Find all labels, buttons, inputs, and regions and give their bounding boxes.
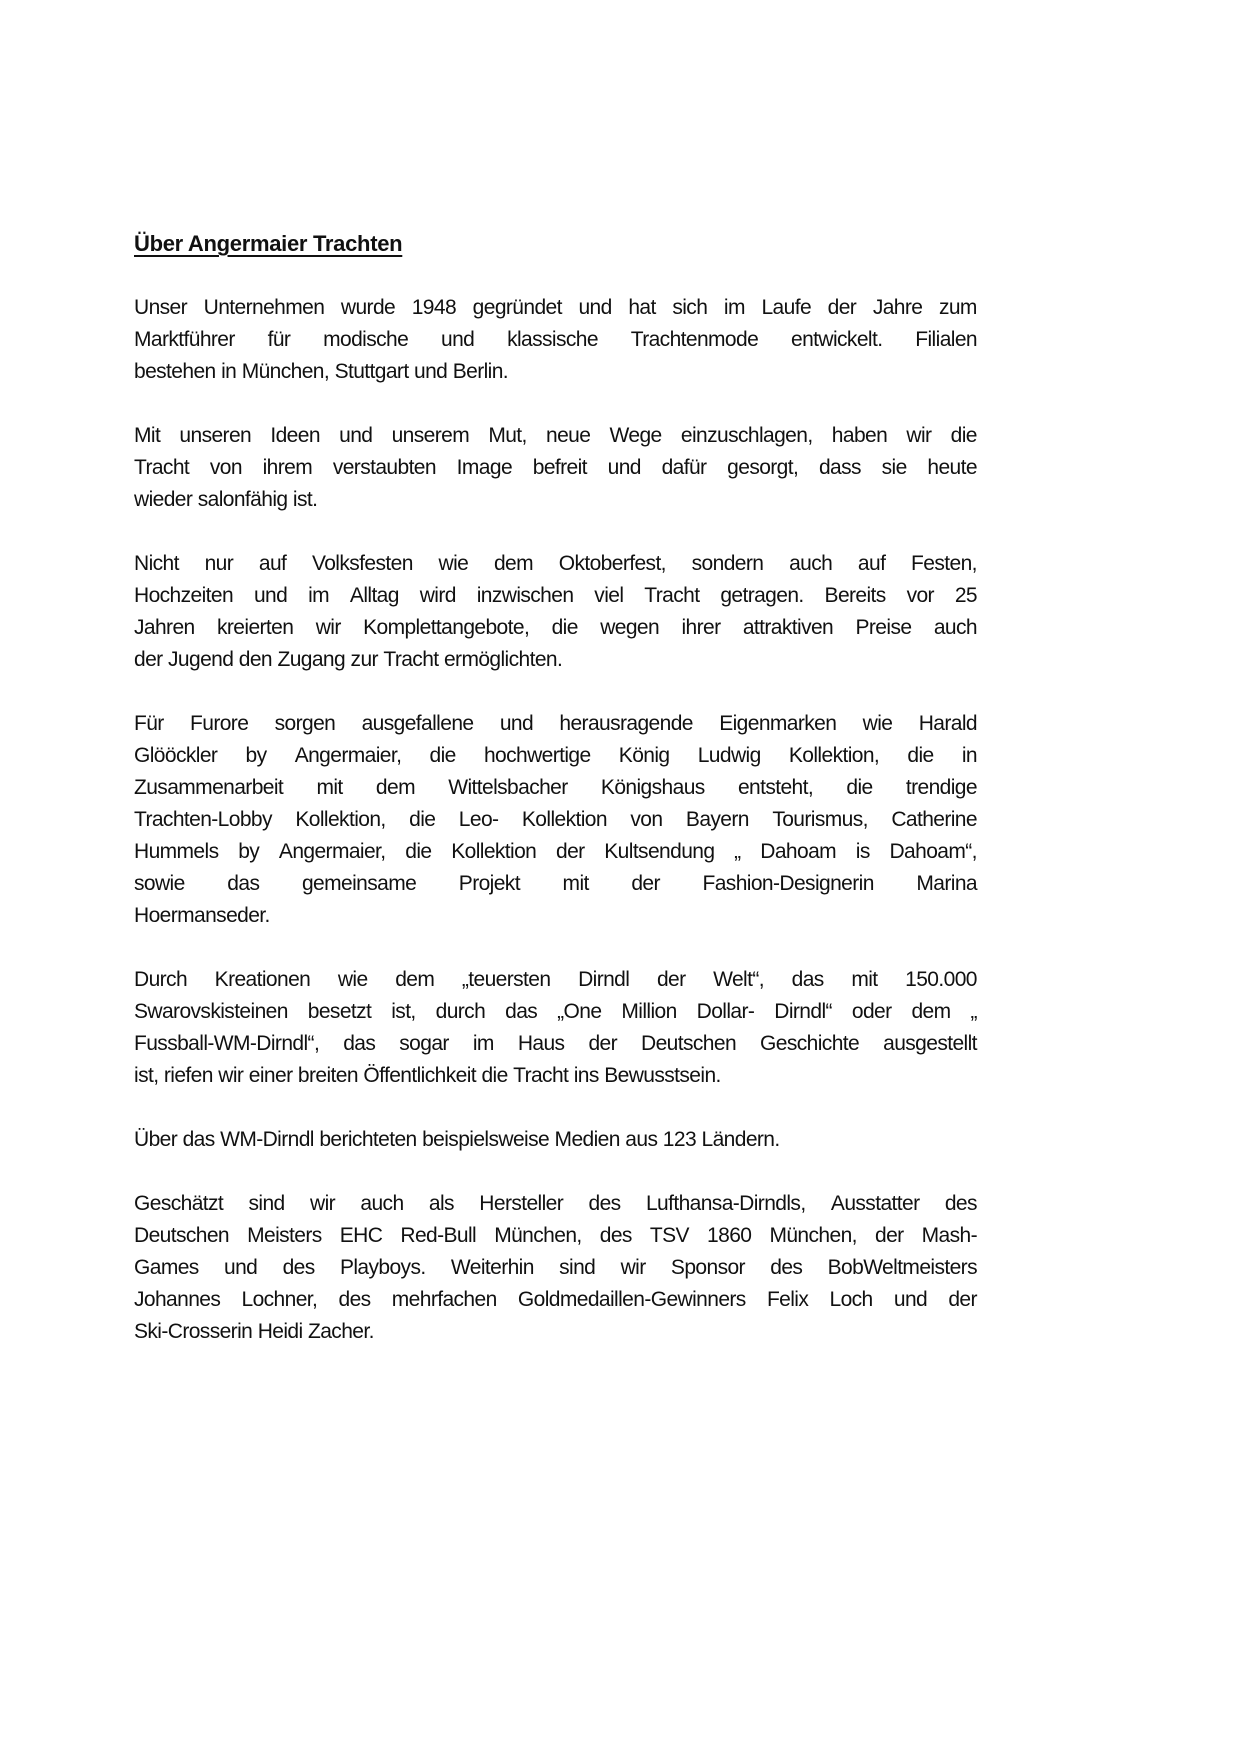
word: dem	[375, 776, 415, 799]
word: mit	[316, 776, 343, 799]
word: klassische	[507, 328, 598, 351]
text-line	[134, 740, 977, 772]
word: wir	[310, 1192, 336, 1215]
word: dem	[395, 968, 435, 991]
word: Dahoam	[760, 840, 837, 863]
word: ihrem	[262, 456, 313, 479]
word: Ludwig	[697, 744, 761, 767]
word: Komplettangebote,	[363, 616, 530, 639]
word: besetzt	[307, 1000, 372, 1023]
word: Festen,	[911, 552, 977, 575]
word: und	[607, 456, 641, 479]
text-line	[134, 1220, 977, 1252]
document-title: Über Angermaier Trachten	[134, 231, 403, 256]
word: im	[472, 1032, 494, 1055]
text-line	[134, 548, 977, 580]
word: Lochner,	[241, 1288, 318, 1311]
word: Jahre	[872, 296, 923, 319]
word: zur	[350, 648, 378, 671]
word: und	[414, 360, 448, 383]
word: des	[770, 1256, 803, 1279]
word: oder	[851, 1000, 892, 1023]
word: Leo-	[458, 808, 499, 831]
paragraph	[134, 292, 977, 388]
word: Trachtenmode	[630, 328, 759, 351]
word: Swarovskisteinen	[134, 1000, 288, 1023]
word: Dahoam“,	[889, 840, 977, 863]
word: und	[441, 328, 475, 351]
word: König	[618, 744, 670, 767]
word: zum	[938, 296, 977, 319]
word: das	[343, 1032, 376, 1055]
text-line	[134, 484, 977, 516]
word: nur	[204, 552, 234, 575]
word: Kollektion,	[788, 744, 880, 767]
word: Weiterhin	[450, 1256, 534, 1279]
text-line	[134, 708, 977, 740]
word: Volksfesten	[311, 552, 413, 575]
text-line	[134, 996, 977, 1028]
word: mit	[851, 968, 878, 991]
word: Mit	[134, 424, 161, 447]
word: durch	[435, 1000, 486, 1023]
word: aus	[625, 1128, 658, 1151]
word: Wittelsbacher	[448, 776, 568, 799]
word: Dirndl“	[774, 1000, 832, 1023]
word: Medien	[554, 1128, 620, 1151]
text-line	[134, 1188, 977, 1220]
word: wir	[218, 1064, 244, 1087]
word: auch	[360, 1192, 404, 1215]
word: und	[339, 424, 373, 447]
word: neue	[546, 424, 591, 447]
word: der	[555, 840, 585, 863]
word: Catherine	[891, 808, 977, 831]
word: salonfähig	[197, 488, 288, 511]
word: Unser	[134, 296, 188, 319]
word: sie	[881, 456, 907, 479]
word: des	[338, 1288, 371, 1311]
word: Hochzeiten	[134, 584, 234, 607]
word: Welt“,	[713, 968, 764, 991]
text-line	[134, 324, 977, 356]
word: riefen	[163, 1064, 213, 1087]
word: Berlin.	[452, 360, 509, 383]
word: entwickelt.	[791, 328, 883, 351]
paragraph	[134, 1124, 977, 1156]
word: der	[827, 296, 857, 319]
word: 1948	[411, 296, 457, 319]
word: gesorgt,	[727, 456, 799, 479]
word: ausgestellt	[883, 1032, 977, 1055]
word: Dirndl	[578, 968, 630, 991]
word: Königshaus	[600, 776, 705, 799]
word: Ausstatter	[830, 1192, 920, 1215]
word: Heidi	[257, 1320, 303, 1343]
text-line	[134, 772, 977, 804]
word: Geschichte	[760, 1032, 860, 1055]
word: WM-Dirndl	[220, 1128, 314, 1151]
text-line	[134, 1124, 977, 1156]
word: und	[253, 584, 288, 607]
word: Red-Bull	[400, 1224, 477, 1247]
text-line	[134, 1316, 977, 1348]
word: „	[970, 1000, 977, 1023]
word: 123	[662, 1128, 697, 1151]
word: „teuersten	[461, 968, 551, 991]
text-line	[134, 868, 977, 900]
word: Meisters	[247, 1224, 322, 1247]
word: unserem	[391, 424, 470, 447]
word: sind	[248, 1192, 285, 1215]
word: Tracht	[134, 456, 190, 479]
word: Trachten-Lobby	[134, 808, 272, 831]
word: ist,	[134, 1064, 159, 1087]
text-line	[134, 964, 977, 996]
word: wir	[620, 1256, 646, 1279]
word: Angermaier,	[278, 840, 386, 863]
word: für	[267, 328, 291, 351]
word: Kollektion,	[295, 808, 386, 831]
word: berichteten	[319, 1128, 417, 1151]
word: die	[409, 808, 436, 831]
word: und	[224, 1256, 258, 1279]
word: Für	[134, 712, 164, 735]
word: Zusammenarbeit	[134, 776, 284, 799]
word: ins	[573, 1064, 599, 1087]
word: von	[630, 808, 663, 831]
word: Jugend	[168, 648, 234, 671]
word: vor	[906, 584, 934, 607]
word: gegründet	[472, 296, 562, 319]
word: Geschätzt	[134, 1192, 224, 1215]
word: befreit	[532, 456, 587, 479]
word: Über	[134, 1128, 178, 1151]
word: heute	[927, 456, 977, 479]
word: und	[578, 296, 612, 319]
word: auf	[857, 552, 886, 575]
word: Hersteller	[479, 1192, 564, 1215]
word: mehrfachen	[391, 1288, 497, 1311]
word: Games	[134, 1256, 199, 1279]
word: is	[855, 840, 870, 863]
word: Dollar-	[696, 1000, 755, 1023]
word: Hoermanseder.	[134, 904, 270, 927]
word: BobWeltmeisters	[827, 1256, 977, 1279]
word: der	[948, 1288, 977, 1311]
word: Jahren	[134, 616, 195, 639]
word: Marina	[916, 872, 977, 895]
word: dem	[493, 552, 534, 575]
word: 150.000	[905, 968, 977, 991]
word: Hummels	[134, 840, 219, 863]
word: sorgen	[274, 712, 336, 735]
word: auch	[789, 552, 833, 575]
text-line	[134, 292, 977, 324]
word: Laufe	[761, 296, 812, 319]
word: wir	[315, 616, 341, 639]
word: ausgefallene	[361, 712, 474, 735]
word: Image	[456, 456, 513, 479]
word: Kreationen	[214, 968, 311, 991]
word: der	[631, 872, 660, 895]
text-line	[134, 900, 977, 932]
word: die	[405, 840, 432, 863]
word: Felix	[766, 1288, 809, 1311]
word: by	[238, 840, 260, 863]
paragraph	[134, 1188, 977, 1348]
word: Zugang	[277, 648, 346, 671]
word: EHC	[339, 1224, 383, 1247]
word: ist,	[391, 1000, 416, 1023]
word: sich	[672, 296, 708, 319]
word: sondern	[691, 552, 764, 575]
word: Ländern.	[701, 1128, 780, 1151]
word: Fussball-WM-Dirndl“,	[134, 1032, 320, 1055]
word: wurde	[340, 296, 396, 319]
text-line	[134, 420, 977, 452]
word: der	[656, 968, 686, 991]
word: das	[182, 1128, 215, 1151]
word: Filialen	[915, 328, 977, 351]
word: die	[481, 1064, 508, 1087]
word: der	[588, 1032, 618, 1055]
word: hat	[628, 296, 656, 319]
word: breiten	[297, 1064, 358, 1087]
word: des	[599, 1224, 632, 1247]
word: „	[734, 840, 741, 863]
word: Mut,	[488, 424, 527, 447]
word: 25	[954, 584, 977, 607]
word: dass	[818, 456, 861, 479]
word: attraktiven	[742, 616, 834, 639]
word: wie	[337, 968, 368, 991]
word: Preise	[855, 616, 912, 639]
word: in	[221, 360, 237, 383]
word: unseren	[179, 424, 252, 447]
word: wird	[419, 584, 456, 607]
word: Tracht	[513, 1064, 569, 1087]
word: kreierten	[217, 616, 294, 639]
word: modische	[323, 328, 409, 351]
word: den	[238, 648, 273, 671]
word: viel	[594, 584, 624, 607]
word: herausragende	[559, 712, 693, 735]
word: die	[907, 744, 934, 767]
word: Loch	[829, 1288, 873, 1311]
word: Million	[621, 1000, 677, 1023]
word: bestehen	[134, 360, 216, 383]
word: das	[505, 1000, 538, 1023]
word: und	[893, 1288, 928, 1311]
word: hochwertige	[483, 744, 591, 767]
word: beispielsweise	[422, 1128, 550, 1151]
word: des	[588, 1192, 621, 1215]
word: Johannes	[134, 1288, 221, 1311]
word: wieder	[134, 488, 193, 511]
word: Goldmedaillen-Gewinners	[517, 1288, 746, 1311]
word: Bewusstsein.	[604, 1064, 721, 1087]
word: auf	[258, 552, 287, 575]
word: Harald	[918, 712, 977, 735]
word: gemeinsame	[301, 872, 417, 895]
text-line	[134, 1284, 977, 1316]
word: im	[308, 584, 330, 607]
word: wie	[438, 552, 469, 575]
word: wegen	[600, 616, 660, 639]
word: Deutschen	[641, 1032, 737, 1055]
paragraph	[134, 420, 977, 516]
word: der	[134, 648, 163, 671]
word: München,	[241, 360, 330, 383]
word: entsteht,	[737, 776, 814, 799]
text-line	[134, 1060, 977, 1092]
word: in	[961, 744, 977, 767]
word: als	[428, 1192, 454, 1215]
word: Wege	[609, 424, 662, 447]
word: Sponsor	[670, 1256, 745, 1279]
word: ihrer	[681, 616, 721, 639]
word: Durch	[134, 968, 188, 991]
word: Stuttgart	[334, 360, 409, 383]
word: Fashion-Designerin	[702, 872, 874, 895]
word: von	[209, 456, 242, 479]
word: sind	[559, 1256, 596, 1279]
word: Öffentlichkeit	[363, 1064, 476, 1087]
text-line	[134, 804, 977, 836]
word: Projekt	[458, 872, 520, 895]
word: die	[950, 424, 977, 447]
word: Ski-Crosserin	[134, 1320, 253, 1343]
word: Oktoberfest,	[558, 552, 666, 575]
word: und	[499, 712, 534, 735]
word: Furore	[190, 712, 249, 735]
word: Ideen	[270, 424, 320, 447]
text-line	[134, 612, 977, 644]
word: der	[874, 1224, 904, 1247]
word: Unternehmen	[203, 296, 325, 319]
word: wir	[906, 424, 932, 447]
word: TSV	[649, 1224, 689, 1247]
word: die	[551, 616, 578, 639]
word: einzuschlagen,	[680, 424, 813, 447]
text-line	[134, 644, 977, 676]
word: sowie	[134, 872, 185, 895]
document-body	[134, 292, 977, 1348]
word: Kollektion	[451, 840, 537, 863]
word: Tracht	[383, 648, 439, 671]
word: Alltag	[349, 584, 399, 607]
paragraph	[134, 708, 977, 932]
word: München,	[494, 1224, 582, 1247]
word: „One	[557, 1000, 602, 1023]
word: Glööckler	[134, 744, 218, 767]
word: dem	[911, 1000, 951, 1023]
word: das	[791, 968, 824, 991]
document-page	[134, 228, 977, 1380]
text-line	[134, 836, 977, 868]
word: Angermaier,	[294, 744, 402, 767]
word: ist.	[292, 488, 318, 511]
word: des	[282, 1256, 315, 1279]
word: die	[429, 744, 456, 767]
word: Kultsendung	[604, 840, 715, 863]
word: Marktführer	[134, 328, 235, 351]
word: Mash-	[921, 1224, 977, 1247]
word: getragen.	[720, 584, 804, 607]
word: Tourismus,	[772, 808, 868, 831]
word: Playboys.	[339, 1256, 426, 1279]
word: Bayern	[685, 808, 749, 831]
word: des	[944, 1192, 977, 1215]
word: sogar	[399, 1032, 449, 1055]
text-line	[134, 580, 977, 612]
paragraph	[134, 548, 977, 676]
word: wie	[862, 712, 893, 735]
word: Lufthansa-Dirndls,	[645, 1192, 806, 1215]
word: Zacher.	[308, 1320, 374, 1343]
word: Haus	[517, 1032, 565, 1055]
word: einer	[248, 1064, 293, 1087]
word: inzwischen	[476, 584, 574, 607]
word: Deutschen	[134, 1224, 229, 1247]
word: haben	[831, 424, 888, 447]
word: München,	[769, 1224, 857, 1247]
paragraph	[134, 964, 977, 1092]
word: 1860	[707, 1224, 752, 1247]
word: Tracht	[644, 584, 700, 607]
word: verstaubten	[332, 456, 436, 479]
word: Bereits	[824, 584, 886, 607]
word: by	[245, 744, 267, 767]
word: mit	[562, 872, 589, 895]
word: das	[227, 872, 260, 895]
word: ermöglichten.	[443, 648, 563, 671]
word: dafür	[661, 456, 707, 479]
text-line	[134, 452, 977, 484]
word: Kollektion	[521, 808, 607, 831]
text-line	[134, 356, 977, 388]
text-line	[134, 1252, 977, 1284]
word: Eigenmarken	[719, 712, 837, 735]
word: auch	[933, 616, 977, 639]
text-line	[134, 1028, 977, 1060]
word: im	[723, 296, 745, 319]
word: Nicht	[134, 552, 179, 575]
word: die	[846, 776, 873, 799]
word: trendige	[905, 776, 977, 799]
